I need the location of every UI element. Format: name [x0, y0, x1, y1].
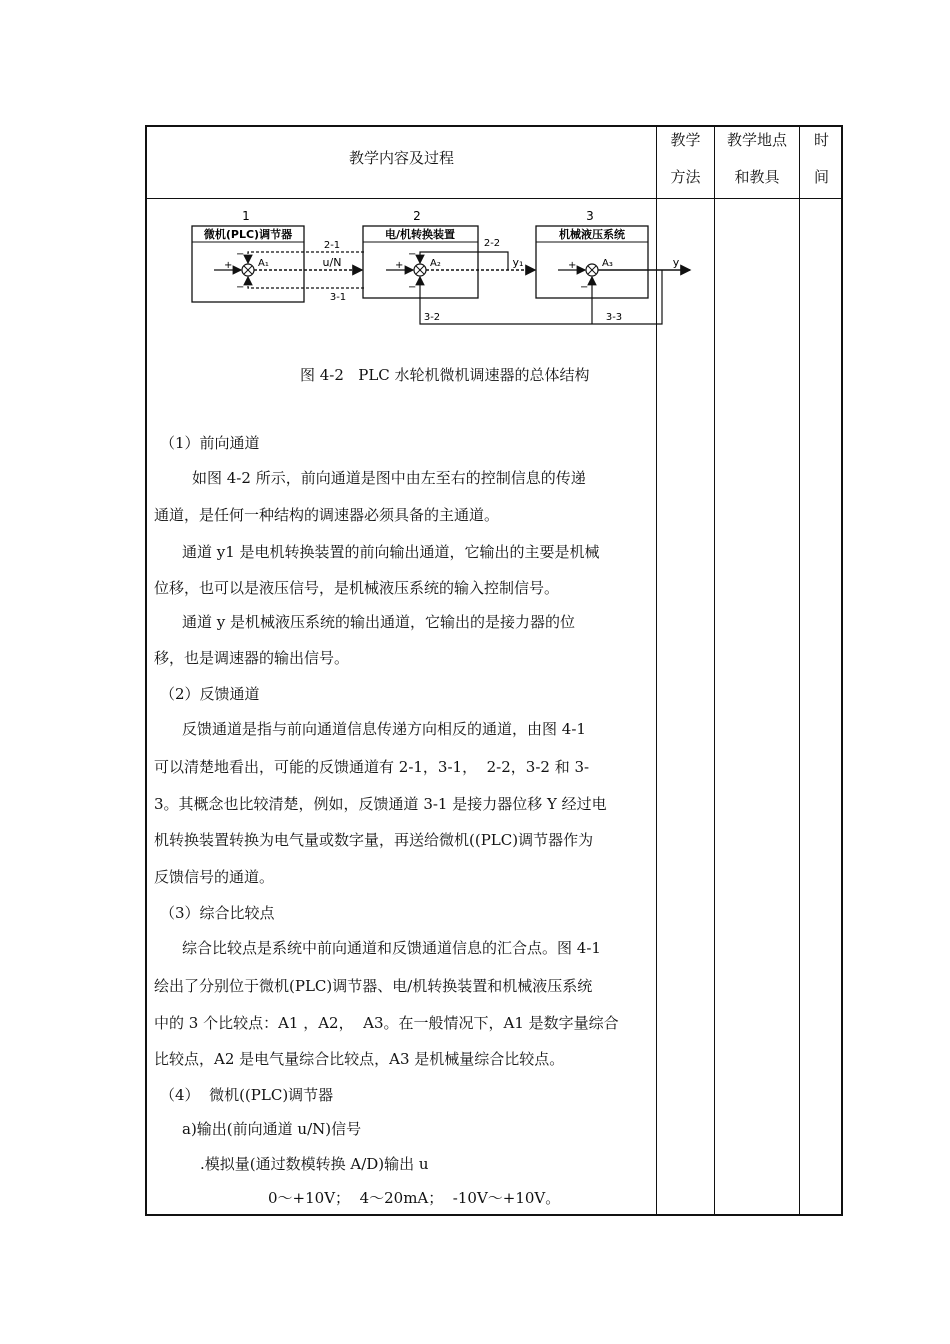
body-line: 如图 4-2 所示，前向通道是图中由左至右的控制信息的传递: [192, 469, 586, 487]
body-line: 反馈信号的通道。: [154, 868, 275, 886]
header-content: 教学内容及过程: [348, 149, 454, 167]
summing-junction-a1: [242, 264, 254, 276]
body-line: 移，也是调速器的输出信号。: [154, 649, 350, 667]
figure-caption: 图 4-2 PLC 水轮机微机调速器的总体结构: [300, 366, 590, 384]
body-line: 机转换装置转换为电气量或数字量，再送给微机((PLC)调节器作为: [154, 831, 594, 849]
header-place-line2: 和教具: [734, 168, 780, 186]
minus-sign-a1-top: −: [236, 249, 245, 260]
summer-label-a2: A₂: [430, 258, 441, 269]
summer-label-a3: A₃: [602, 258, 613, 269]
plus-sign-a1: +: [224, 260, 233, 271]
body-line: 反馈通道是指与前向通道信息传递方向相反的通道，由图 4-1: [182, 720, 586, 738]
block-number-3: 3: [586, 209, 594, 223]
signal-label-3-2: 3-2: [423, 312, 441, 323]
body-line: 比较点，A2 是电气量综合比较点，A3 是机械量综合比较点。: [154, 1050, 565, 1068]
body-line: 3。其概念也比较清楚，例如，反馈通道 3-1 是接力器位移 Y 经过电: [154, 795, 607, 813]
body-line: .模拟量(通过数模转换 A/D)输出 u: [200, 1155, 429, 1173]
body-line: 绘出了分别位于微机(PLC)调节器、电/机转换装置和机械液压系统: [154, 977, 593, 995]
body-line: 中的 3 个比较点：A1 ，A2， A3。在一般情况下，A1 是数字量综合: [154, 1014, 619, 1032]
body-line: 通道，是任何一种结构的调速器必须具备的主通道。: [154, 506, 500, 524]
body-line: 综合比较点是系统中前向通道和反馈通道信息的汇合点。图 4-1: [182, 939, 601, 957]
heading-comparison-points: （3）综合比较点: [160, 904, 275, 922]
header-time-line1: 时: [813, 131, 829, 149]
signal-label-un: u/N: [322, 256, 342, 269]
signal-label-2-1: 2-1: [323, 240, 341, 251]
header-method-line1: 教学: [670, 131, 701, 149]
block-number-1: 1: [242, 209, 250, 223]
signal-label-3-3: 3-3: [605, 312, 623, 323]
header-method-line2: 方法: [670, 168, 701, 186]
body-line: a)输出(前向通道 u/N)信号: [182, 1120, 362, 1138]
minus-sign-a1-bottom: −: [236, 282, 245, 293]
header-time-line2: 间: [813, 168, 829, 186]
block-hydraulic-title: 机械液压系统: [559, 228, 625, 241]
feedback-path-3-2: [420, 270, 662, 324]
heading-plc-regulator: （4） 微机((PLC)调节器: [160, 1086, 334, 1104]
header-place-line1: 教学地点: [726, 131, 787, 149]
body-line: 0～+10V； 4～20mA； -10V～+10V。: [268, 1189, 561, 1207]
signal-label-3-1: 3-1: [329, 292, 347, 303]
minus-sign-a2-bottom: −: [408, 282, 417, 293]
signal-label-y: y: [672, 256, 680, 269]
heading-feedback-channel: （2）反馈通道: [160, 685, 260, 703]
body-line: 通道 y 是机械液压系统的输出通道，它输出的是接力器的位: [182, 613, 576, 631]
plus-sign-a3: +: [568, 260, 577, 271]
summer-label-a1: A₁: [258, 258, 269, 269]
heading-forward-channel: （1）前向通道: [160, 434, 260, 452]
body-line: 位移，也可以是液压信号，是机械液压系统的输入控制信号。: [154, 579, 560, 597]
minus-sign-a3: −: [580, 282, 589, 293]
minus-sign-a2-top: −: [408, 249, 417, 260]
plus-sign-a2: +: [395, 260, 404, 271]
signal-label-2-2: 2-2: [483, 238, 501, 249]
block-converter-title: 电/机转换装置: [384, 228, 456, 241]
body-line: 可以清楚地看出，可能的反馈通道有 2-1，3-1， 2-2，3-2 和 3-: [154, 758, 590, 776]
governor-block-diagram: [0, 0, 950, 340]
signal-label-y1: y₁: [512, 256, 524, 269]
block-number-2: 2: [413, 209, 421, 223]
block-plc-title: 微机(PLC)调节器: [203, 228, 293, 241]
body-line: 通道 y1 是电机转换装置的前向输出通道，它输出的主要是机械: [182, 543, 600, 561]
summing-junction-a3: [586, 264, 598, 276]
summing-junction-a2: [414, 264, 426, 276]
feedback-path-3-1: [248, 277, 364, 288]
